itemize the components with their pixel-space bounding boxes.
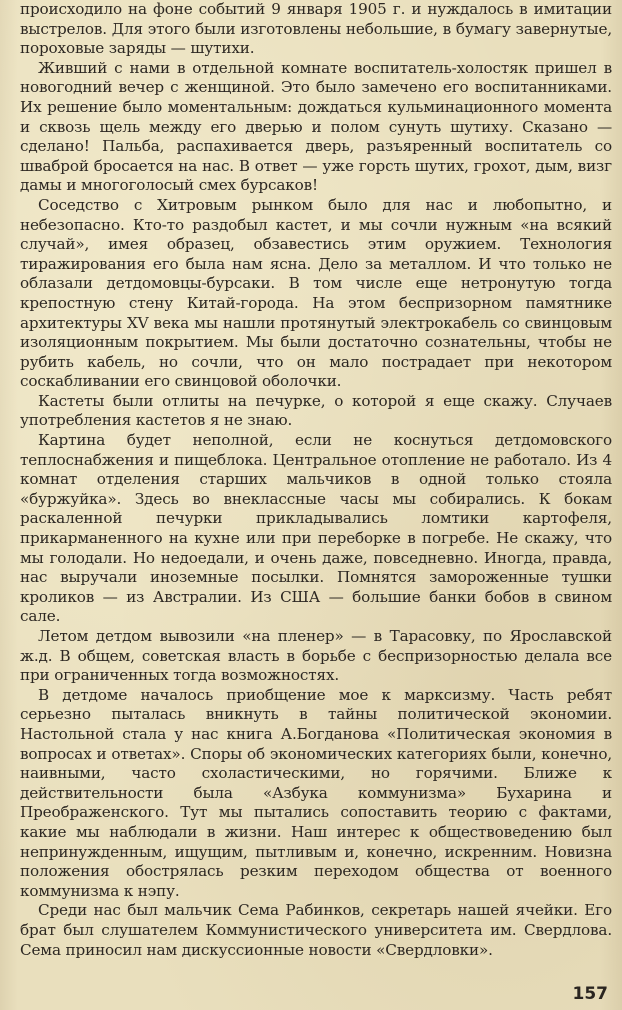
paragraph: Живший с нами в отдельной комнате воспитатель-холостяк пришел в новогодний вечер с женщиной. Это было замечено его воспитанниками. Их решение было моментальным: дождаться кульминационного момента и сквозь щель между его дверью и полом сунуть шутиху. Сказано — сделано! Пальба, распахивается дверь, разъяренный воспитатель со шваброй бросается на нас. В ответ — уже горсть шутих, грохот, дым, визг дамы и многоголосый смех бурсаков! xyxy=(20,58,612,195)
page-number: 157 xyxy=(572,984,608,1004)
paragraph: Картина будет неполной, если не коснуться детдомовского теплоснабжения и пищеблока. Центральное отопление не работало. Из 4 комнат отделения старших мальчиков в одной только стояла «буржуйка». Здесь во внеклассные часы мы собирались. К бокам раскаленной печурки прикладывались ломтики картофеля, прикарманенного на кухне или при переборке в погребе. Не скажу, что мы голодали. Но недоедали, и очень даже, повседневно. Иногда, правда, нас выручали иноземные посылки. Помнятся замороженные тушки кроликов — из Австралии. Из США — большие банки бобов в свином сале. xyxy=(20,431,612,626)
paragraph: Среди нас был мальчик Сема Рабинков, секретарь нашей ячейки. Его брат был слушателем Коммунистического университета им. Свердлова. Сема приносил нам дискуссионные новости «Свердловки». xyxy=(20,901,612,959)
paragraph: В детдоме началось приобщение мое к марксизму. Часть ребят серьезно пыталась вникнуть в тайны политической экономии. Настольной стала у нас книга А.Богданова «Политическая экономия в вопросах и ответах». Споры об экономических категориях были, конечно, наивными, часто схоластическими, но горячими. Ближе к действительности была «Азбука коммунизма» Бухарина и Преображенского. Тут мы пытались сопоставить теорию с фактами, какие мы наблюдали в жизни. Наш интерес к обществоведению был непринужденным, ищущим, пытливым и, конечно, искренним. Новизна положения обострялась резким переходом общества от военного коммунизма к нэпу. xyxy=(20,685,612,900)
paragraph: Кастеты были отлиты на печурке, о которой я еще скажу. Случаев употребления кастетов я не знаю. xyxy=(20,391,612,430)
paragraph: происходило на фоне событий 9 января 1905 г. и нуждалось в имитации выстрелов. Для этого были изготовлены небольшие, в бумагу завернутые, пороховые заряды — шутихи. xyxy=(20,0,612,58)
page-body-text xyxy=(20,0,612,960)
paragraph: Летом детдом вывозили «на пленер» — в Тарасовку, по Ярославской ж.д. В общем, советская власть в борьбе с беспризорностью делала все при ограниченных тогда возможностях. xyxy=(20,627,612,685)
paragraph: Соседство с Хитровым рынком было для нас и любопытно, и небезопасно. Кто-то раздобыл кастет, и мы сочли нужным «на всякий случай», имея образец, обзавестись этим оружием. Технология тиражирования его была нам ясна. Дело за металлом. И что только не облазали детдомовцы-бурсаки. В том числе еще нетронутую тогда крепостную стену Китай-города. На этом беспризорном памятнике архитектуры XV века мы нашли протянутый электрокабель со свинцовым изоляционным покрытием. Мы были достаточно сознательны, чтобы не рубить кабель, но сочли, что он мало пострадает при некотором соскабливании его свинцовой оболочки. xyxy=(20,195,612,391)
